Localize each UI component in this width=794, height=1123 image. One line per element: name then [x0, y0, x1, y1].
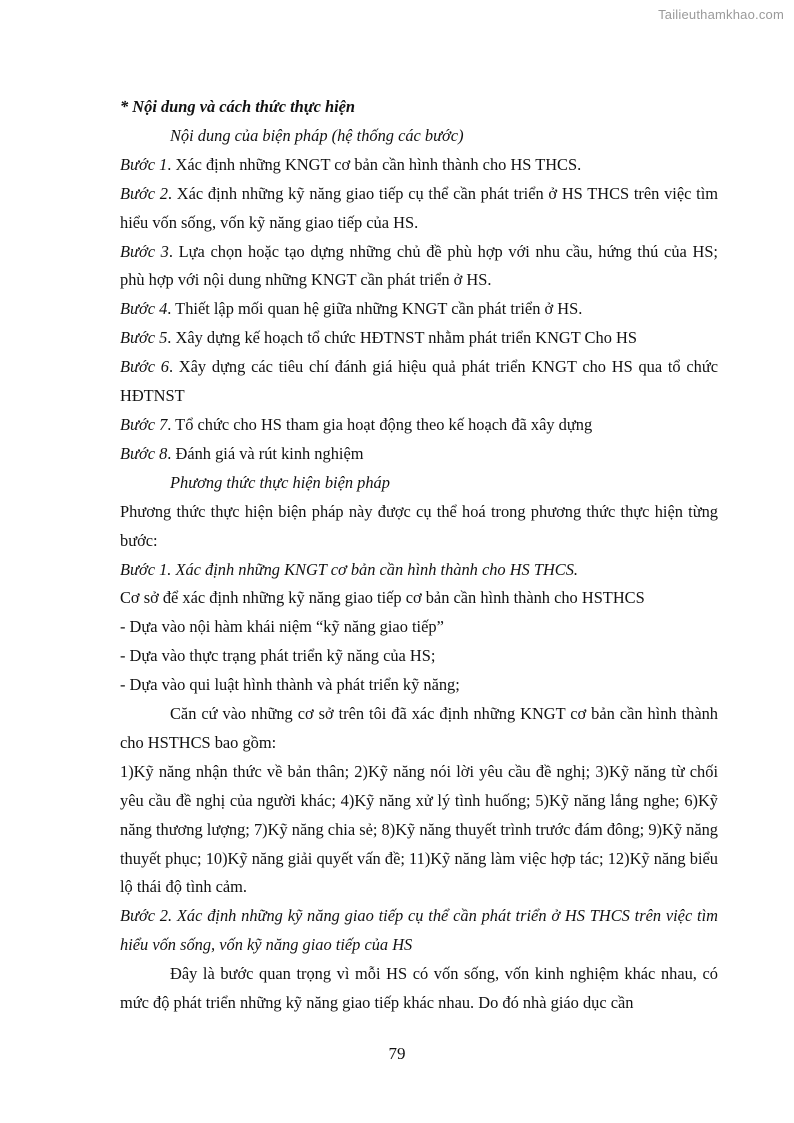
step-item [120, 440, 718, 469]
conclusion-paragraph: Căn cứ vào những cơ sở trên tôi đã xác định những KNGT cơ bản cần hình thành cho HSTHCS bao gồm: [120, 704, 718, 752]
step-item [120, 324, 718, 353]
step2-body: Đây là bước quan trọng vì mỗi HS có vốn sống, vốn kinh nghiệm khác nhau, có mức độ phát triển những kỹ năng giao tiếp khác nhau. Do đó nhà giáo dục cần [120, 964, 718, 1013]
watermark: Tailieuthamkhao.com [658, 7, 784, 22]
basis-intro: Cơ sở để xác định những kỹ năng giao tiếp cơ bản cần hình thành cho HSTHCS [120, 588, 645, 608]
step-label: Bước 7 [120, 414, 168, 434]
step-label: Bước 4 [120, 299, 168, 319]
basis-item: - Dựa vào qui luật hình thành và phát triển kỹ năng; [120, 675, 460, 695]
step-text: . Lựa chọn hoặc tạo dựng những chủ đề phù hợp với nhu cầu, hứng thú của HS; phù hợp với nội dung những KNGT cần phát triển ở HS. [120, 241, 718, 290]
step-text: . Xác định những KNGT cơ bản cần hình thành cho HS THCS. [167, 154, 582, 174]
step-label: Bước 1 [120, 154, 168, 174]
skills-list: 1)Kỹ năng nhận thức về bản thân; 2)Kỹ năng nói lời yêu cầu đề nghị; 3)Kỹ năng từ chối yêu cầu đề nghị của người khác; 4)Kỹ năng xử lý tình huống; 5)Kỹ năng lắng nghe; 6)Kỹ năng thương lượng; 7)Kỹ năng chia sẻ; 8)Kỹ năng thuyết trình trước đám đông; 9)Kỹ năng thuyết phục; 10)Kỹ năng giải quyết vấn đề; 11)Kỹ năng làm việc hợp tác; 12)Kỹ năng biểu lộ thái độ tình cảm. [120, 761, 718, 897]
step-item [120, 238, 718, 296]
step-text: . Đánh giá và rút kinh nghiệm [167, 443, 364, 463]
step-text: . Xây dựng các tiêu chí đánh giá hiệu quả phát triển KNGT cho HS qua tổ chức HĐTNST [120, 357, 718, 406]
step-text: . Xác định những kỹ năng giao tiếp cụ thể cần phát triển ở HS THCS trên việc tìm hiểu vốn sống, vốn kỹ năng giao tiếp của HS. [120, 183, 718, 232]
subheading-method: Phương thức thực hiện biện pháp [170, 472, 390, 492]
step-item [120, 411, 718, 440]
section-heading: * Nội dung và cách thức thực hiện [120, 97, 356, 116]
page-number: 79 [388, 1044, 406, 1063]
method-intro: Phương thức thực hiện biện pháp này được cụ thể hoá trong phương thức thực hiện từng bước: [120, 501, 718, 550]
step-item [120, 151, 718, 180]
basis-item: - Dựa vào nội hàm khái niệm “kỹ năng giao tiếp” [120, 617, 444, 637]
step-label: Bước 8 [120, 443, 168, 463]
step2-title: Bước 2. Xác định những kỹ năng giao tiếp cụ thể cần phát triển ở HS THCS trên việc tìm hiểu vốn sống, vốn kỹ năng giao tiếp của HS [120, 906, 718, 955]
basis-item: - Dựa vào thực trạng phát triển kỹ năng của HS; [120, 646, 436, 666]
step-item [120, 295, 718, 324]
step-text: . Tổ chức cho HS tham gia hoạt động theo kế hoạch đã xây dựng [167, 414, 593, 434]
page-content [120, 93, 718, 1018]
step-label: Bước 6 [120, 357, 169, 377]
step-item [120, 180, 718, 238]
step-text: . Thiết lập mối quan hệ giữa những KNGT cần phát triển ở HS. [167, 299, 583, 319]
step-label: Bước 2 [120, 183, 168, 203]
step1-title: Bước 1. Xác định những KNGT cơ bản cần hình thành cho HS THCS. [120, 559, 579, 579]
step-label: Bước 5 [120, 328, 168, 348]
subheading-content: Nội dung của biện pháp (hệ thống các bước) [170, 125, 464, 145]
step-label: Bước 3 [120, 241, 169, 261]
step-text: . Xây dựng kế hoạch tổ chức HĐTNST nhằm phát triển KNGT Cho HS [167, 328, 637, 348]
step-item [120, 353, 718, 411]
